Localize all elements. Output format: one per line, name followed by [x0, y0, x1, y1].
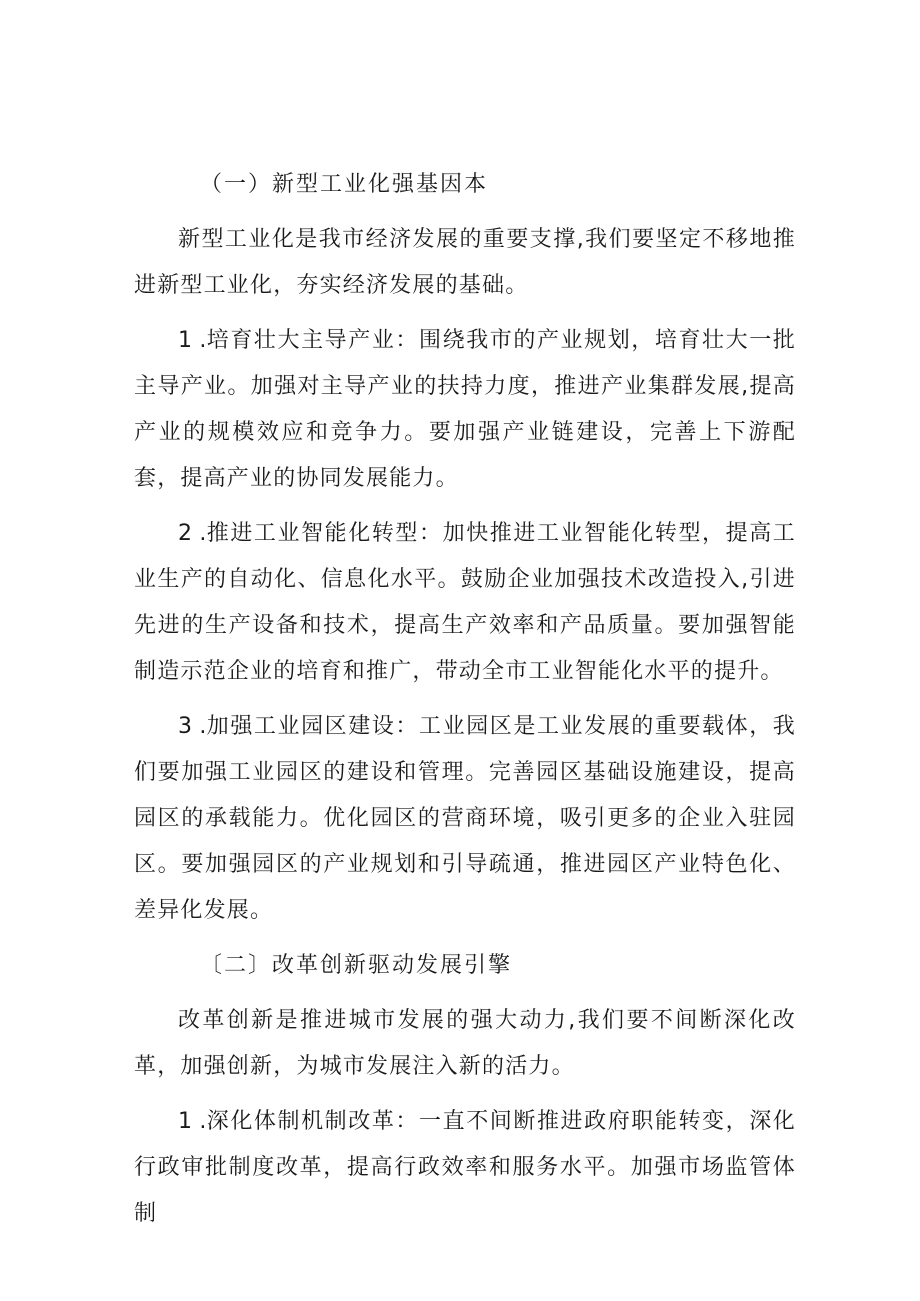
section-heading-2: 〔二〕改革创新驱动发展引擎	[200, 953, 513, 978]
item-number: 1 .	[178, 328, 207, 353]
item-number: 1 .	[178, 1109, 207, 1134]
item-number: 2 .	[178, 521, 207, 546]
item-text: 推进工业智能化转型：加快推进工业智能化转型，提高工业生产的自动化、信息化水平。鼓励企业加强技术改造投入,引进先进的生产设备和技术，提高生产效率和产品质量。要加强智能制造示范企业的培育和推广，带动全市工业智能化水平的提升。	[134, 521, 796, 684]
section-1-intro: 新型工业化是我市经济发展的重要支撑,我们要坚定不移地推进新型工业化，夯实经济发展的基础。	[134, 227, 796, 298]
section-1-item-1	[134, 318, 796, 502]
section-heading-1: （一）新型工业化强基因本	[200, 172, 489, 197]
item-number: 3 .	[178, 714, 207, 739]
section-1-item-3	[134, 704, 796, 934]
section-2-item-1	[134, 1099, 796, 1237]
item-text: 加强工业园区建设：工业园区是工业发展的重要载体，我们要加强工业园区的建设和管理。完善园区基础设施建设，提高园区的承载能力。优化园区的营商环境，吸引更多的企业入驻园区。要加强园区的产业规划和引导疏通，推进园区产业特色化、差异化发展。	[134, 714, 796, 923]
document-body	[134, 162, 796, 1246]
section-2-intro: 改革创新是推进城市发展的强大动力,我们要不间断深化改革，加强创新，为城市发展注入新的活力。	[134, 1008, 796, 1079]
section-1-item-2	[134, 511, 796, 695]
item-text: 深化体制机制改革：一直不间断推进政府职能转变，深化行政审批制度改革，提高行政效率和服务水平。加强市场监管体制	[134, 1109, 796, 1226]
item-text: 培育壮大主导产业：围绕我市的产业规划，培育壮大一批主导产业。加强对主导产业的扶持力度，推进产业集群发展,提高产业的规模效应和竞争力。要加强产业链建设，完善上下游配套，提高产业的协同发展能力。	[134, 328, 796, 491]
